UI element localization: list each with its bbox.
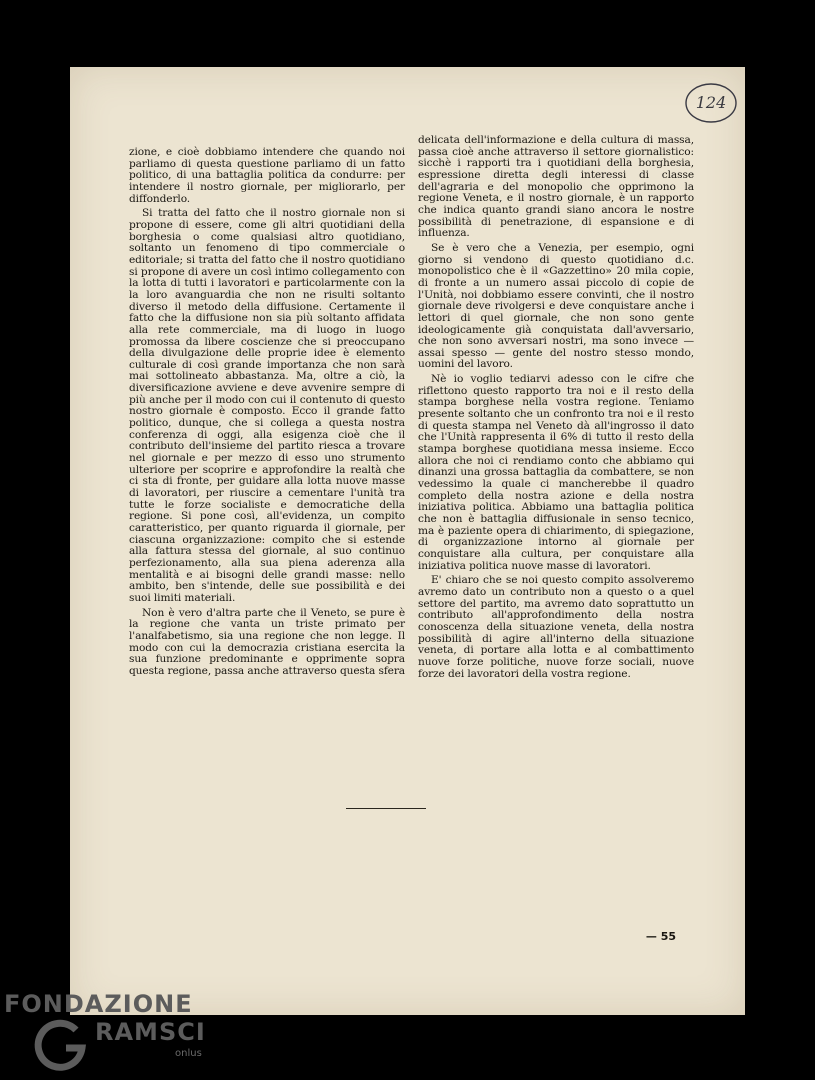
logo-line1: FONDAZIONE [4,990,193,1018]
right-column [418,135,694,683]
paragraph: Si tratta del fatto che il nostro giornale non si propone di essere, come gli altri quotidiani della borghesia o come qualsiasi altro quotidiano, soltanto un fenomeno di tipo commerciale o editoriale; si tratta del fatto che il nostro quotidiano si propone di avere un così intimo collegamento con la lotta di tutti i lavoratori e particolarmente con la la loro avanguardia che non ne risulti soltanto diverso il metodo della diffusione. Certamente il fatto che la diffusione non sia più soltanto affidata alla rete commerciale, ma di luogo in luogo promossa da libere coscienze che si preoccupano della divulgazione delle proprie idee è elemento culturale di così grande importanza che non sarà mai sottolineato abbastanza. Ma, oltre a ciò, la diversificazione avviene e deve avvenire sempre di più anche per il modo con cui il contenuto di questo nostro giornale è composto. Ecco il grande fatto politico, dunque, che si collega a questa nostra conferenza di oggi, alla esigenza cioè che il contributo dell'insieme del partito riesca a trovare nel giornale e per mezzo di esso uno strumento ulteriore per scoprire e approfondire la realtà che ci sta di fronte, per guidare alla lotta nuove masse di lavoratori, per riuscire a cementare l'unità tra tutte le forze socialiste e democratiche della regione. Si pone così, all'evidenza, un compito caratteristico, per quanto riguarda il giornale, per ciascuna organizzazione: compito che si estende alla fattura stessa del giornale, al suo continuo perfezionamento, alla sua piena aderenza alla mentalità e ai bisogni delle grandi masse: nello ambito, ben s'intende, delle sue possibilità e dei suoi limiti materiali. [129,207,405,604]
paragraph: Non è vero d'altra parte che il Veneto, se pure è la regione che vanta un triste primato per l'analfabetismo, sia una regione che non legge. Il modo con cui la democrazia cristiana esercita la sua funzione predominante e opprimente sopra questa regione, passa anche attraverso questa sfera [129,606,406,677]
paragraph: zione, e cioè dobbiamo intendere che quando noi parliamo di questa questione parliamo di un fatto politico, di una battaglia politica da condurre: per intendere il nostro giornale, per migliorarlo, per diffonderlo. [129,146,405,205]
section-divider [346,808,426,809]
logo-line2: RAMSCI [95,1018,206,1046]
logo-suffix: onlus [175,1048,202,1059]
paragraph: Nè io voglio tediarvi adesso con le cifre che riflettono questo rapporto tra noi e il resto della stampa borghese nella vostra regione. Teniamo presente soltanto che un confronto tra noi e il resto di questa stampa nel Veneto dà all'ingrosso il dato che l'Unità rappresenta il 6% di tutto il resto della stampa borghese quotidiana messa insieme. Ecco allora che noi ci rendiamo conto che abbiamo qui dinanzi una grossa battaglia da combattere, se non vedessimo la quale ci mancherebbe il quadro completo della nostra azione e della nostra iniziativa politica. Abbiamo una battaglia politica che non è battaglia diffusionale in senso tecnico, ma è paziente opera di chiarimento, di spiegazione, di organizzazione intorno al giornale per conquistare alla cultura, per conquistare alla iniziativa politica nuove masse di lavoratori. [418,373,694,572]
watermark-logo [0,990,220,1080]
archive-stamp [684,81,738,125]
logo-g-icon [30,1012,94,1076]
paragraph: E' chiaro che se noi questo compito assolveremo avremo dato un contributo non a questo o a quel settore del partito, ma avremo dato soprattutto un contributo all'approfondimento della nostra conoscenza della situazione veneta, della nostra possibilità di agire all'interno della situazione veneta, di portare alla lotta e al combattimento nuove forze politiche, nuove forze sociali, nuove forze dei lavoratori della vostra regione. [418,574,694,680]
left-column [129,147,405,681]
page-number: — 55 [645,930,676,943]
paragraph: Se è vero che a Venezia, per esempio, ogni giorno si vendono di questo quotidiano d.c. monopolistico che è il «Gazzettino» 20 mila copie, di fronte a un numero assai piccolo di copie de l'Unità, noi dobbiamo essere convinti, che il nostro giornale deve rivolgersi e deve conquistare anche i lettori di quel giornale, che non sono gente ideologicamente già conquistata dall'avversario, che non sono avversari nostri, ma sono invece — assai spesso — gente del nostro stesso mondo, uomini del lavoro. [418,241,694,371]
stamp-number: 124 [695,93,727,112]
document-page [70,67,745,1015]
paragraph: delicata dell'informazione e della cultura di massa, passa cioè anche attraverso il settore giornalistico: sicchè i rapporti tra i quotidiani della borghesia, espressione diretta degli interessi di classe dell'agraria e del monopolio che opprimono la regione Veneta, e il nostro giornale, è un rapporto che indica quanto grandi siano ancora le nostre possibilità di penetrazione, di espansione e di influenza. [418,134,694,240]
